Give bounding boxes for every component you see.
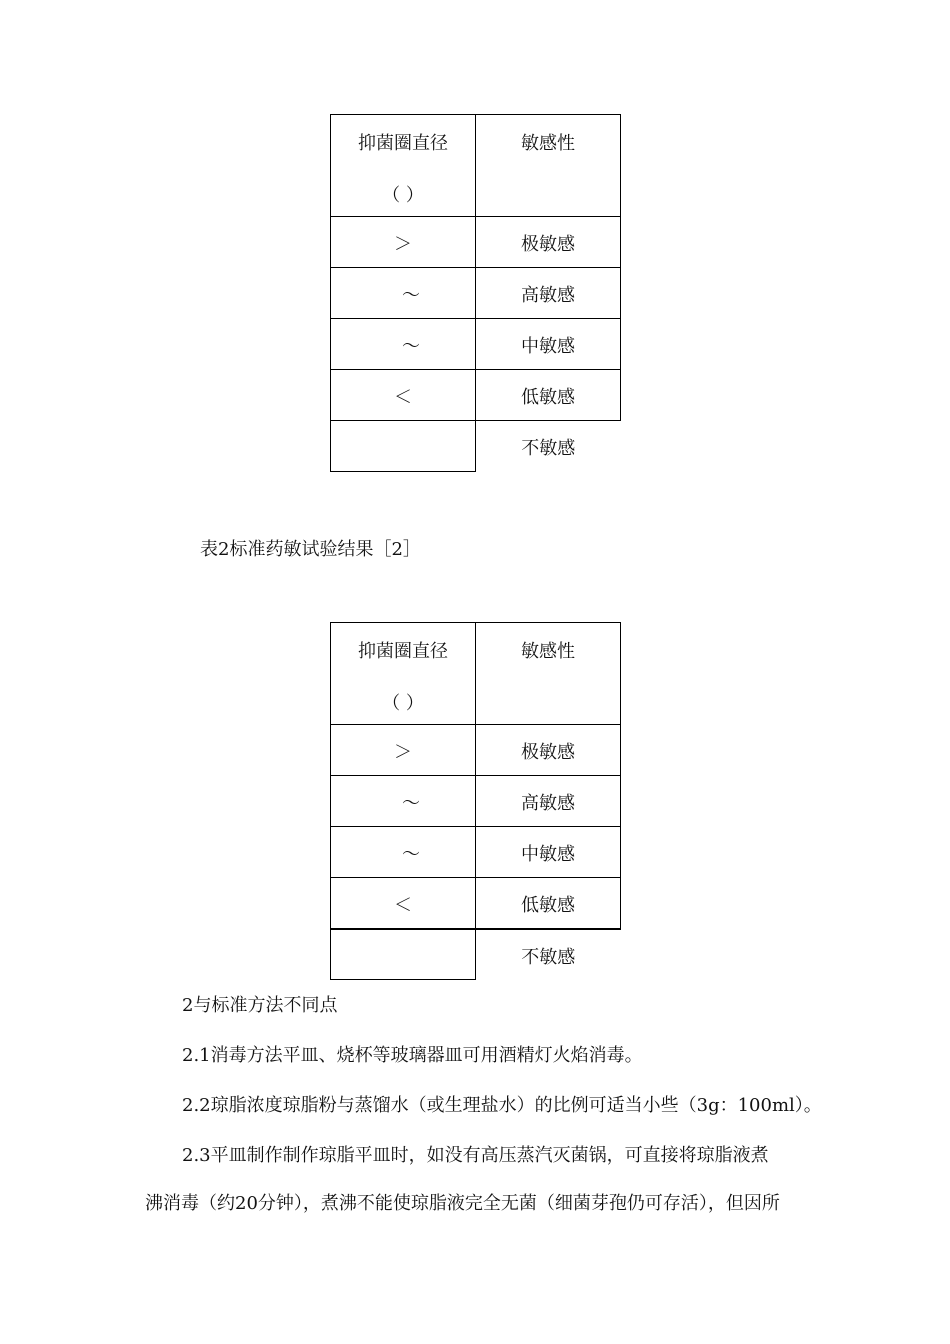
table-row: [331, 268, 621, 319]
level-cell: 极敏感: [476, 725, 621, 776]
range-cell: [331, 421, 476, 472]
level-cell: 高敏感: [476, 776, 621, 827]
table-caption: 表2标准药敏试验结果［2］: [200, 539, 421, 560]
range-cell: ＞: [331, 725, 476, 776]
level-cell: 中敏感: [476, 827, 621, 878]
table-header-row: [331, 115, 621, 217]
range-cell: ＜: [331, 878, 476, 929]
header-diameter-unit: （ ）: [382, 693, 424, 714]
header-cell-diameter: [331, 115, 476, 217]
table-row: [331, 776, 621, 827]
range-cell: ～: [331, 776, 476, 827]
header-cell-sensitivity: [476, 623, 621, 725]
table-row: [331, 827, 621, 878]
header-diameter-label: 抑菌圈直径: [358, 133, 448, 154]
table-row: [331, 725, 621, 776]
table-row: [331, 929, 621, 980]
table-row: [331, 878, 621, 929]
range-cell: ～: [331, 827, 476, 878]
paragraph-2-3-line2: 沸消毒（约20分钟），煮沸不能使琼脂液完全无菌（细菌芽孢仍可存活），但因所: [145, 1193, 780, 1214]
paragraph-2-1: 2.1消毒方法平皿、烧杯等玻璃器皿可用酒精灯火焰消毒。: [182, 1045, 643, 1066]
range-cell: ＜: [331, 370, 476, 421]
table-row: [331, 319, 621, 370]
header-cell-diameter: [331, 623, 476, 725]
level-cell: 不敏感: [476, 421, 621, 472]
level-cell: 中敏感: [476, 319, 621, 370]
level-cell: 极敏感: [476, 217, 621, 268]
range-cell: ＞: [331, 217, 476, 268]
header-sensitivity-label: 敏感性: [521, 133, 575, 154]
table-row: [331, 217, 621, 268]
sensitivity-table-2: [330, 622, 621, 980]
header-sensitivity-label: 敏感性: [521, 641, 575, 662]
range-cell: ～: [331, 268, 476, 319]
paragraph-2-2: 2.2琼脂浓度琼脂粉与蒸馏水（或生理盐水）的比例可适当小些（3g：100ml）。: [182, 1095, 822, 1116]
header-cell-sensitivity: [476, 115, 621, 217]
section-heading: 2与标准方法不同点: [182, 995, 338, 1016]
header-diameter-label: 抑菌圈直径: [358, 641, 448, 662]
table-row: [331, 421, 621, 472]
paragraph-2-3-line1: 2.3平皿制作制作琼脂平皿时，如没有高压蒸汽灭菌锅，可直接将琼脂液煮: [182, 1145, 769, 1166]
sensitivity-table-1: [330, 114, 621, 472]
level-cell: 低敏感: [476, 878, 621, 929]
range-cell: ～: [331, 319, 476, 370]
header-diameter-unit: （ ）: [382, 185, 424, 206]
table-row: [331, 370, 621, 421]
level-cell: 低敏感: [476, 370, 621, 421]
table-header-row: [331, 623, 621, 725]
level-cell: 高敏感: [476, 268, 621, 319]
level-cell: 不敏感: [476, 929, 621, 980]
range-cell: [331, 929, 476, 980]
